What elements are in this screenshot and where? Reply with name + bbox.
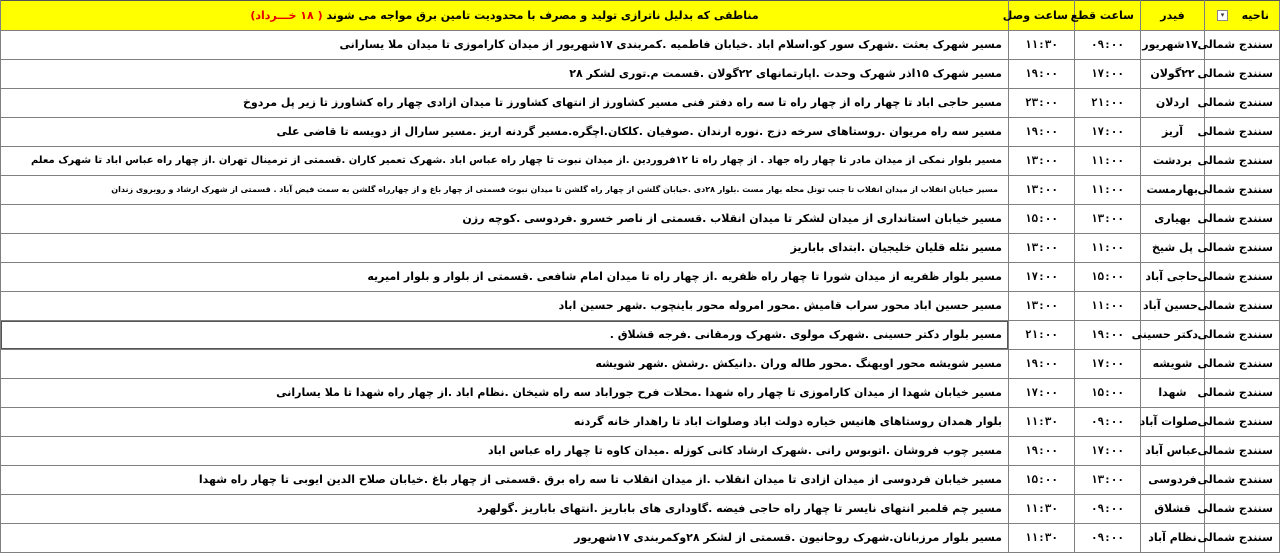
connect-time-cell[interactable]: ۱۳:۰۰: [1009, 176, 1075, 205]
table-row: [1, 379, 1280, 408]
feeder-cell[interactable]: بهارمست: [1141, 176, 1205, 205]
table-row: [1, 234, 1280, 263]
table-row: [1, 147, 1280, 176]
feeder-cell[interactable]: ۲۲گولان: [1141, 60, 1205, 89]
connect-time-cell[interactable]: ۱۱:۳۰: [1009, 408, 1075, 437]
route-cell[interactable]: مسیر نئله قلیان خلیجیان .ابتدای باباریز: [1, 234, 1009, 263]
header-connect-time: ساعت وصل: [1009, 1, 1075, 31]
feeder-cell[interactable]: اردلان: [1141, 89, 1205, 118]
connect-time-cell[interactable]: ۱۳:۰۰: [1009, 147, 1075, 176]
connect-time-cell[interactable]: ۱۵:۰۰: [1009, 205, 1075, 234]
route-cell[interactable]: بلوار همدان روستاهای هانیس خیاره دولت اباد وصلوات اباد تا راهدار خانه گردنه: [1, 408, 1009, 437]
cut-time-cell[interactable]: ۱۱:۰۰: [1075, 234, 1141, 263]
feeder-cell[interactable]: شویشه: [1141, 350, 1205, 379]
area-cell[interactable]: سنندج شمالی: [1205, 263, 1280, 292]
header-cut-time: ساعت قطع: [1075, 1, 1141, 31]
table-row: [1, 205, 1280, 234]
route-cell[interactable]: مسیر بلوار مرزبانان.شهرک روحانیون .قسمتی از لشکر ۲۸وکمربندی ۱۷شهریور: [1, 524, 1009, 553]
connect-time-cell[interactable]: ۱۹:۰۰: [1009, 60, 1075, 89]
route-cell[interactable]: مسیر سه راه مریوان .روستاهای سرخه دزج .نوره ارندان .صوفیان .کلکان.اچگره.مسیر گردنه اریز .مسیر سارال از دویسه تا قاضی علی: [1, 118, 1009, 147]
cut-time-cell[interactable]: ۱۱:۰۰: [1075, 176, 1141, 205]
connect-time-cell[interactable]: ۱۹:۰۰: [1009, 350, 1075, 379]
feeder-cell[interactable]: فردوسی: [1141, 466, 1205, 495]
header-row: [1, 1, 1280, 31]
area-cell[interactable]: سنندج شمالی: [1205, 524, 1280, 553]
route-cell[interactable]: مسیر خیابان انقلاب از میدان انقلاب تا جنب تونل محله بهار مست .بلوار ۲۸دی .خیابان گلشن از چهار راه گلشن تا میدان نبوت قسمتی از چهار باغ و از چهارراه گلشن به سمت فیض آباد . قسمتی از شهرک ارشاد و روبروی زندان: [1, 176, 1009, 205]
feeder-cell[interactable]: عباس آباد: [1141, 437, 1205, 466]
cut-time-cell[interactable]: ۱۳:۰۰: [1075, 205, 1141, 234]
table-row: [1, 89, 1280, 118]
header-feeder: فیدر: [1141, 1, 1205, 31]
header-area[interactable]: [1205, 1, 1280, 31]
connect-time-cell[interactable]: ۱۱:۳۰: [1009, 495, 1075, 524]
area-cell[interactable]: سنندج شمالی: [1205, 350, 1280, 379]
cut-time-cell[interactable]: ۰۹:۰۰: [1075, 524, 1141, 553]
connect-time-cell[interactable]: ۲۳:۰۰: [1009, 89, 1075, 118]
table-row: [1, 495, 1280, 524]
area-cell[interactable]: سنندج شمالی: [1205, 60, 1280, 89]
table-row: [1, 176, 1280, 205]
connect-time-cell[interactable]: ۱۹:۰۰: [1009, 437, 1075, 466]
area-cell[interactable]: سنندج شمالی: [1205, 292, 1280, 321]
table-row: [1, 60, 1280, 89]
area-cell[interactable]: سنندج شمالی: [1205, 31, 1280, 60]
route-cell[interactable]: مسیر حاجی اباد تا چهار راه از چهار راه تا سه راه دفتر فنی مسیر کشاورز از انتهای کشاورز تا میدان ازادی چهار راه کشاورز تا زیر پل مردوخ: [1, 89, 1009, 118]
cut-time-cell[interactable]: ۲۱:۰۰: [1075, 89, 1141, 118]
feeder-cell[interactable]: حاجی آباد: [1141, 263, 1205, 292]
cut-time-cell[interactable]: ۱۷:۰۰: [1075, 60, 1141, 89]
cut-time-cell[interactable]: ۱۷:۰۰: [1075, 437, 1141, 466]
table-row: [1, 321, 1280, 350]
connect-time-cell[interactable]: ۱۹:۰۰: [1009, 118, 1075, 147]
connect-time-cell[interactable]: ۱۱:۳۰: [1009, 524, 1075, 553]
cut-time-cell[interactable]: ۰۹:۰۰: [1075, 408, 1141, 437]
feeder-cell[interactable]: دکتر حسینی: [1141, 321, 1205, 350]
area-cell[interactable]: سنندج شمالی: [1205, 321, 1280, 350]
route-cell[interactable]: مسیر خیابان استانداری از میدان لشکر تا میدان انقلاب .قسمتی از ناصر خسرو .فردوسی .کوچه رزن: [1, 205, 1009, 234]
connect-time-cell[interactable]: ۱۳:۰۰: [1009, 292, 1075, 321]
header-area-label: ناحیه: [1241, 8, 1269, 22]
route-cell[interactable]: مسیر بلوار ظفریه از میدان شورا تا چهار راه ظفریه .از چهار راه تا میدان امام شافعی .قسمتی از بلوار و بلوار امیریه: [1, 263, 1009, 292]
route-cell[interactable]: مسیر چوب فروشان .اتوبوس رانی .شهرک ارشاد کانی کوزله .میدان کاوه تا چهار راه عباس اباد: [1, 437, 1009, 466]
table-body: [1, 31, 1280, 553]
feeder-cell[interactable]: شهدا: [1141, 379, 1205, 408]
cut-time-cell[interactable]: ۱۷:۰۰: [1075, 118, 1141, 147]
cut-time-cell[interactable]: ۱۵:۰۰: [1075, 263, 1141, 292]
route-cell[interactable]: مسیر بلوار نمکی از میدان مادر تا چهار راه جهاد . از چهار راه تا ۱۲فروردین .از میدان نبوت تا چهار راه عباس اباد .شهرک تعمیر کاران .قسمتی از ترمینال تهران .از چهار راه عباس اباد تا شهرک معلم: [1, 147, 1009, 176]
area-cell[interactable]: سنندج شمالی: [1205, 147, 1280, 176]
table-row: [1, 437, 1280, 466]
header-routes-date: ( ۱۸ خـــرداد): [250, 8, 323, 22]
table-row: [1, 292, 1280, 321]
route-cell[interactable]: مسیر شهرک بعثت .شهرک سور کو.اسلام اباد .خیابان فاطمیه .کمربندی ۱۷شهریور از میدان کاراموزی تا میدان ملا یسارانی: [1, 31, 1009, 60]
area-cell[interactable]: سنندج شمالی: [1205, 379, 1280, 408]
area-cell[interactable]: سنندج شمالی: [1205, 118, 1280, 147]
route-cell[interactable]: مسیر خیابان شهدا از میدان کاراموزی تا چهار راه شهدا .محلات فرح جوراباد سه راه شیخان .نظام اباد .از چهار راه شهدا تا ملا یسارانی: [1, 379, 1009, 408]
feeder-cell[interactable]: صلوات آباد: [1141, 408, 1205, 437]
cut-time-cell[interactable]: ۰۹:۰۰: [1075, 495, 1141, 524]
feeder-cell[interactable]: حسین آباد: [1141, 292, 1205, 321]
area-cell[interactable]: سنندج شمالی: [1205, 466, 1280, 495]
cut-time-cell[interactable]: ۰۹:۰۰: [1075, 31, 1141, 60]
feeder-cell[interactable]: آریز: [1141, 118, 1205, 147]
cut-time-cell[interactable]: ۱۳:۰۰: [1075, 466, 1141, 495]
connect-time-cell[interactable]: ۱۷:۰۰: [1009, 379, 1075, 408]
feeder-cell[interactable]: بردشت: [1141, 147, 1205, 176]
area-cell[interactable]: سنندج شمالی: [1205, 205, 1280, 234]
filter-dropdown-icon[interactable]: ▾: [1217, 10, 1228, 21]
area-cell[interactable]: سنندج شمالی: [1205, 89, 1280, 118]
cut-time-cell[interactable]: ۱۹:۰۰: [1075, 321, 1141, 350]
route-cell[interactable]: مسیر شهرک ۱۵اذر شهرک وحدت .اپارتمانهای ۲۲گولان .قسمت م.توری لشکر ۲۸: [1, 60, 1009, 89]
area-cell[interactable]: سنندج شمالی: [1205, 234, 1280, 263]
table-row: [1, 350, 1280, 379]
connect-time-cell[interactable]: ۱۷:۰۰: [1009, 263, 1075, 292]
feeder-cell[interactable]: پل شیخ: [1141, 234, 1205, 263]
route-cell[interactable]: مسیر خیابان فردوسی از میدان ازادی تا میدان انقلاب .از میدان انقلاب تا سه راه برق .قسمتی از چهار باغ .خیابان صلاح الدین ایوبی تا چهار راه شهدا: [1, 466, 1009, 495]
feeder-cell[interactable]: بهیاری: [1141, 205, 1205, 234]
connect-time-cell[interactable]: ۲۱:۰۰: [1009, 321, 1075, 350]
area-cell[interactable]: سنندج شمالی: [1205, 437, 1280, 466]
table-row: [1, 524, 1280, 553]
cut-time-cell[interactable]: ۱۱:۰۰: [1075, 147, 1141, 176]
connect-time-cell[interactable]: ۱۵:۰۰: [1009, 466, 1075, 495]
table-row: [1, 118, 1280, 147]
feeder-cell[interactable]: ۱۷شهریور: [1141, 31, 1205, 60]
table-row: [1, 31, 1280, 60]
header-routes: [1, 1, 1009, 31]
feeder-cell[interactable]: نظام آباد: [1141, 524, 1205, 553]
area-cell[interactable]: سنندج شمالی: [1205, 408, 1280, 437]
route-cell[interactable]: مسیر چم قلمبر انتهای نایسر تا چهار راه حاجی فیضه .گاوداری های باباریز .انتهای باباریز .گولهرد: [1, 495, 1009, 524]
route-cell[interactable]: مسیر حسین اباد محور سراب قامیش .محور امروله محور باینچوب .شهر حسین اباد: [1, 292, 1009, 321]
connect-time-cell[interactable]: ۱۳:۰۰: [1009, 234, 1075, 263]
connect-time-cell[interactable]: ۱۱:۳۰: [1009, 31, 1075, 60]
route-cell[interactable]: مسیر بلوار دکتر حسینی .شهرک مولوی .شهرک ورمقانی .فرجه قشلاق .: [1, 321, 1009, 350]
area-cell[interactable]: سنندج شمالی: [1205, 176, 1280, 205]
route-cell[interactable]: مسیر شویشه محور اویهنگ .محور طاله وران .دانیکش .رشش .شهر شویشه: [1, 350, 1009, 379]
cut-time-cell[interactable]: ۱۱:۰۰: [1075, 292, 1141, 321]
area-cell[interactable]: سنندج شمالی: [1205, 495, 1280, 524]
header-routes-text: مناطقی که بدلیل ناترازی تولید و مصرف با محدودیت تامین برق مواجه می شوند: [326, 8, 759, 22]
feeder-cell[interactable]: قشلاق: [1141, 495, 1205, 524]
cut-time-cell[interactable]: ۱۵:۰۰: [1075, 379, 1141, 408]
table-row: [1, 263, 1280, 292]
table-row: [1, 466, 1280, 495]
table-row: [1, 408, 1280, 437]
cut-time-cell[interactable]: ۱۷:۰۰: [1075, 350, 1141, 379]
